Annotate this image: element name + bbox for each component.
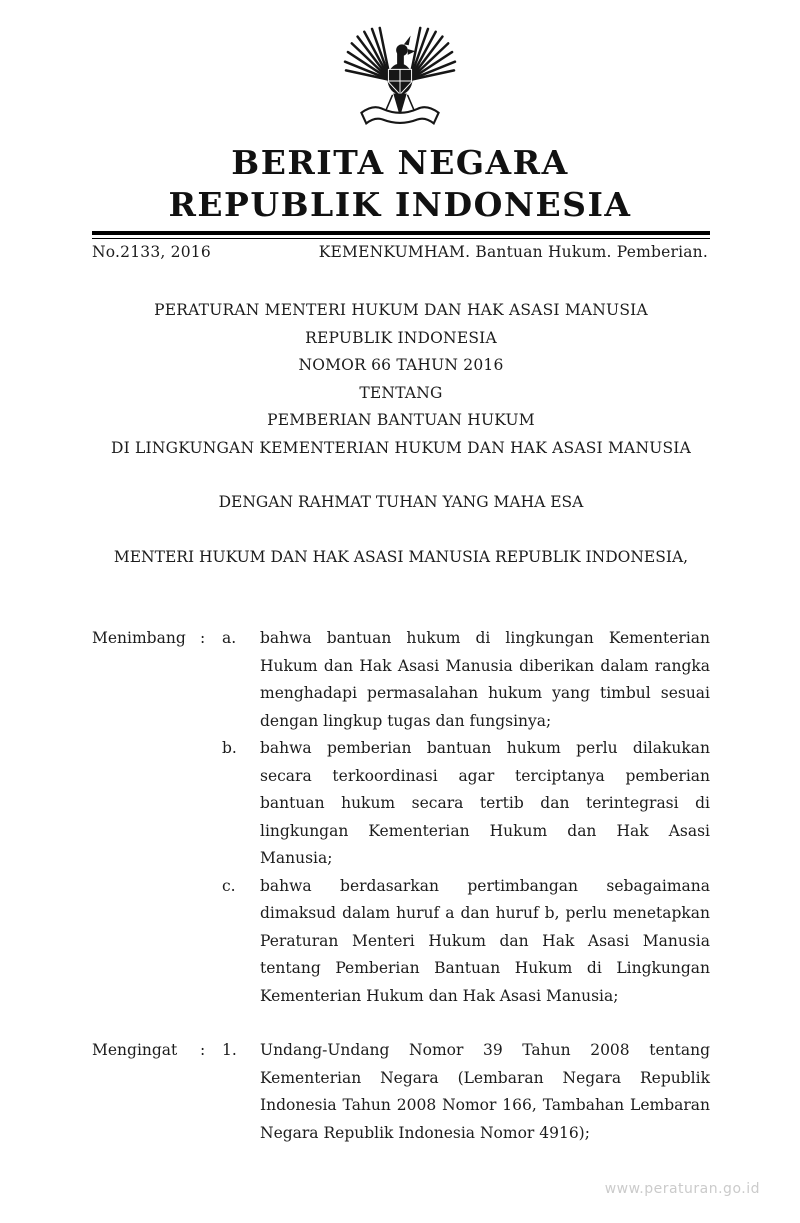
gazette-subject: KEMENKUMHAM. Bantuan Hukum. Pemberian. bbox=[318, 243, 708, 261]
title-line: TENTANG bbox=[359, 383, 443, 402]
legal-basis-item-1 bbox=[222, 1037, 710, 1147]
gazette-header-row bbox=[92, 243, 710, 261]
section-label-menimbang: Menimbang bbox=[92, 629, 186, 647]
title-line: PERATURAN MENTERI HUKUM DAN HAK ASASI MANUSIA bbox=[154, 301, 648, 319]
double-rule bbox=[92, 231, 710, 239]
consideration-item-b bbox=[222, 735, 710, 873]
item-marker: a. bbox=[222, 629, 237, 647]
item-marker: 1. bbox=[222, 1041, 237, 1059]
regulation-title bbox=[92, 297, 710, 462]
masthead bbox=[0, 142, 800, 226]
consideration-item-c bbox=[222, 873, 710, 1011]
item-text: Undang-Undang Nomor 39 Tahun 2008 tentang Kementerian Negara (Lembaran Negara Republik Indonesia Tahun 2008 Nomor 166, Tambahan Lembaran Negara Republik Indonesia Nomor 4916); bbox=[260, 1041, 710, 1142]
emblem-container bbox=[0, 0, 800, 138]
section-label-mengingat: Mengingat bbox=[92, 1041, 178, 1059]
authority-line: MENTERI HUKUM DAN HAK ASASI MANUSIA REPUBLIK INDONESIA, bbox=[113, 547, 689, 566]
title-line: PEMBERIAN BANTUAN HUKUM bbox=[267, 411, 535, 429]
item-text: bahwa bantuan hukum di lingkungan Kementerian Hukum dan Hak Asasi Manusia diberikan dalam rangka menghadapi permasalahan hukum yang timbul sesuai dengan lingkup tugas dan fungsinya; bbox=[260, 629, 710, 730]
section-colon: : bbox=[200, 629, 206, 647]
title-line: DI LINGKUNGAN KEMENTERIAN HUKUM DAN HAK ASASI MANUSIA bbox=[110, 438, 692, 457]
consideration-item-a bbox=[222, 625, 710, 735]
gazette-number: No.2133, 2016 bbox=[92, 243, 211, 261]
item-marker: c. bbox=[222, 876, 236, 895]
title-line: NOMOR 66 TAHUN 2016 bbox=[298, 356, 504, 374]
title-line: REPUBLIK INDONESIA bbox=[305, 328, 497, 347]
item-marker: b. bbox=[222, 739, 237, 757]
item-text: bahwa pemberian bantuan hukum perlu dilakukan secara terkoordinasi agar terciptanya pemberian bantuan hukum secara tertib dan terintegrasi di lingkungan Kementerian Hukum dan Hak Asasi Manusia; bbox=[260, 739, 710, 867]
considerations-section bbox=[92, 625, 710, 1010]
item-text: bahwa berdasarkan pertimbangan sebagaimana dimaksud dalam huruf a dan huruf b, perlu menetapkan Peraturan Menteri Hukum dan Hak Asasi Manusia tentang Pemberian Bantuan Hukum di Lingkungan Kementerian Hukum dan Hak Asasi Manusia; bbox=[260, 876, 710, 1005]
garuda-pancasila-icon bbox=[342, 26, 458, 134]
watermark-url: www.peraturan.go.id bbox=[604, 1181, 760, 1197]
section-colon: : bbox=[200, 1041, 206, 1059]
invocation-line: DENGAN RAHMAT TUHAN YANG MAHA ESA bbox=[218, 493, 584, 511]
masthead-line-2: REPUBLIK INDONESIA bbox=[168, 185, 632, 224]
masthead-line-1: BERITA NEGARA bbox=[231, 143, 569, 182]
legal-basis-section bbox=[92, 1037, 710, 1147]
